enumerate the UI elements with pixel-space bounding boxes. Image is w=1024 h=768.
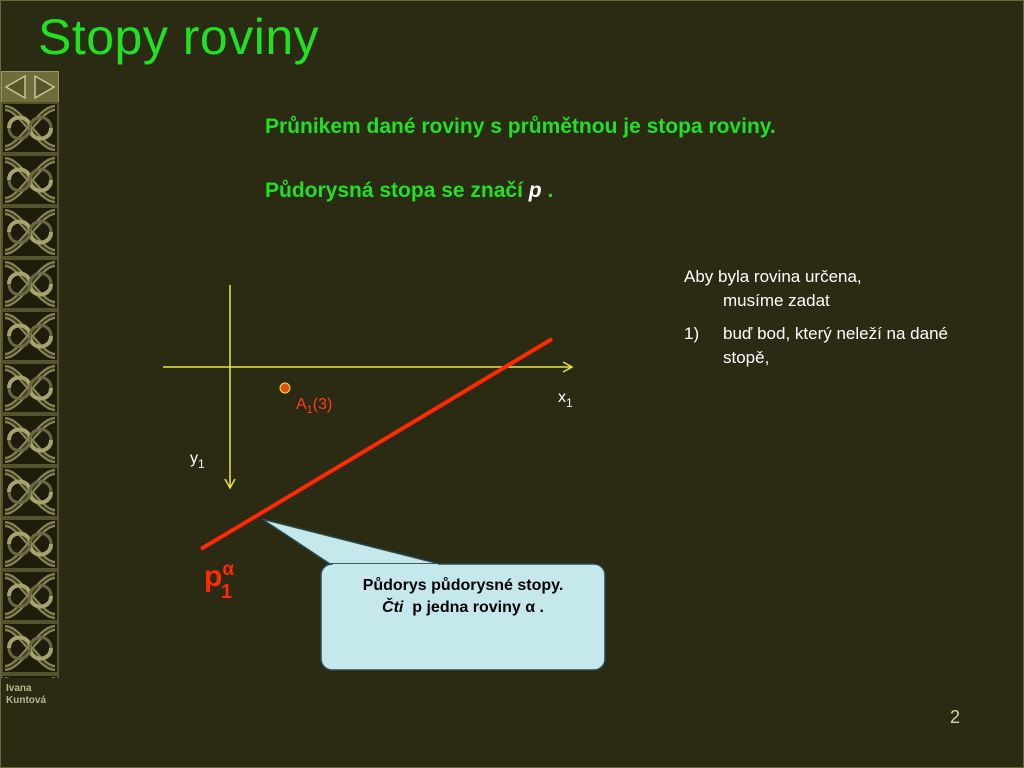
author-last-name: Kuntová [6,695,46,706]
list-item-text: buď bod, který neleží na dané stopě, [723,324,948,367]
trace-line [201,339,552,549]
alpha-symbol: α [525,599,536,616]
slide-title: Stopy roviny [38,9,320,65]
callout-box [262,519,440,564]
callout-line-2 [322,597,604,619]
intro-line-2-text: Půdorysná stopa se značí [265,179,523,202]
list-item-number: 1) [684,324,700,343]
y-axis-label: $y_1$ [190,450,205,471]
author-first-name: Ivana [6,683,32,694]
callout-line-2-text: p jedna roviny [412,599,521,616]
callout-line-1: Půdorys půdorysné stopy. [362,577,564,594]
intro-line-1: Průnikem dané roviny s průmětnou je stopa roviny. [265,115,776,138]
callout-line-2-end: . [539,599,544,616]
x-axis-label: $x_1$ [558,389,573,410]
trace-symbol: p [528,179,542,202]
page-number: 2 [950,707,961,727]
side-note-lead: Aby byla rovina určena, [684,267,862,286]
callout-italic-word: Čti [382,599,404,616]
point-a1 [280,383,290,393]
callout-text [322,575,604,619]
side-note-lead-cont: musíme zadat [723,291,830,310]
intro-line-2-end: . [547,179,554,202]
trace-label: $p^\alpha$ 1 [204,559,235,603]
point-a1-label: $A_1(3)$ [296,396,333,416]
